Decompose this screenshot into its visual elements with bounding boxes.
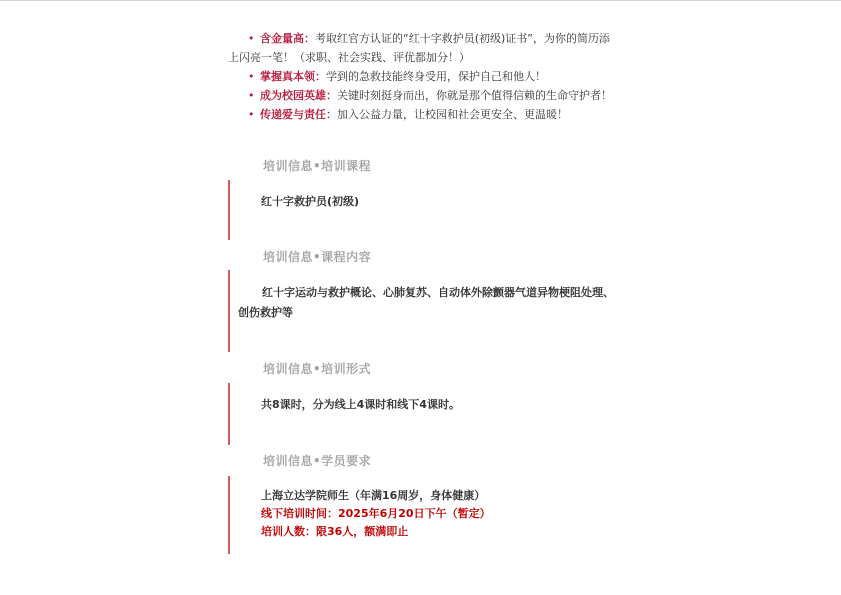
section-title-course: 培训信息•培训课程 (263, 159, 372, 173)
training-time: 线下培训时间：2025年6月20日下午（暂定） (261, 507, 491, 520)
top-divider (0, 0, 841, 1)
section-text: 红十字救护员(初级) (261, 195, 360, 208)
bullet-dot-icon: • (248, 108, 255, 121)
participant-limit: 培训人数：限36人，额满即止 (261, 525, 409, 538)
section-title-format: 培训信息•培训形式 (263, 362, 372, 376)
bullet-dot-icon: • (248, 32, 255, 45)
benefit-item: • 传递爱与责任：加入公益力量，让校园和社会更安全、更温暖！ (228, 105, 618, 124)
section-title-requirements: 培训信息•学员要求 (263, 454, 372, 468)
benefit-item: • 成为校园英雄：关键时刻挺身而出，你就是那个值得信赖的生命守护者！ (228, 86, 618, 105)
section-course (228, 180, 620, 240)
section-requirements (228, 476, 620, 554)
section-text: 共8课时，分为线上4课时和线下4课时。 (261, 398, 460, 411)
benefit-item: • 掌握真本领：学到的急救技能终身受用，保护自己和他人！ (228, 67, 618, 86)
requirements-lines (261, 487, 611, 541)
benefits-list (228, 29, 618, 124)
bullet-dot-icon: • (248, 89, 255, 102)
section-content (228, 270, 620, 352)
bullet-dot-icon: • (248, 70, 255, 83)
benefit-item: • 含金量高：考取红官方认证的“红十字救护员(初级)证书”，为你的简历添上闪亮一笔！（求职、社会实践、评优都加分！） (228, 29, 616, 67)
requirement-eligibility: 上海立达学院师生（年满16周岁，身体健康） (261, 489, 486, 502)
section-text: 红十字运动与救护概论、心肺复苏、自动体外除颤器气道异物梗阻处理、创伤救护等 (238, 286, 614, 319)
section-format (228, 383, 620, 445)
section-title-content: 培训信息•课程内容 (263, 250, 372, 264)
